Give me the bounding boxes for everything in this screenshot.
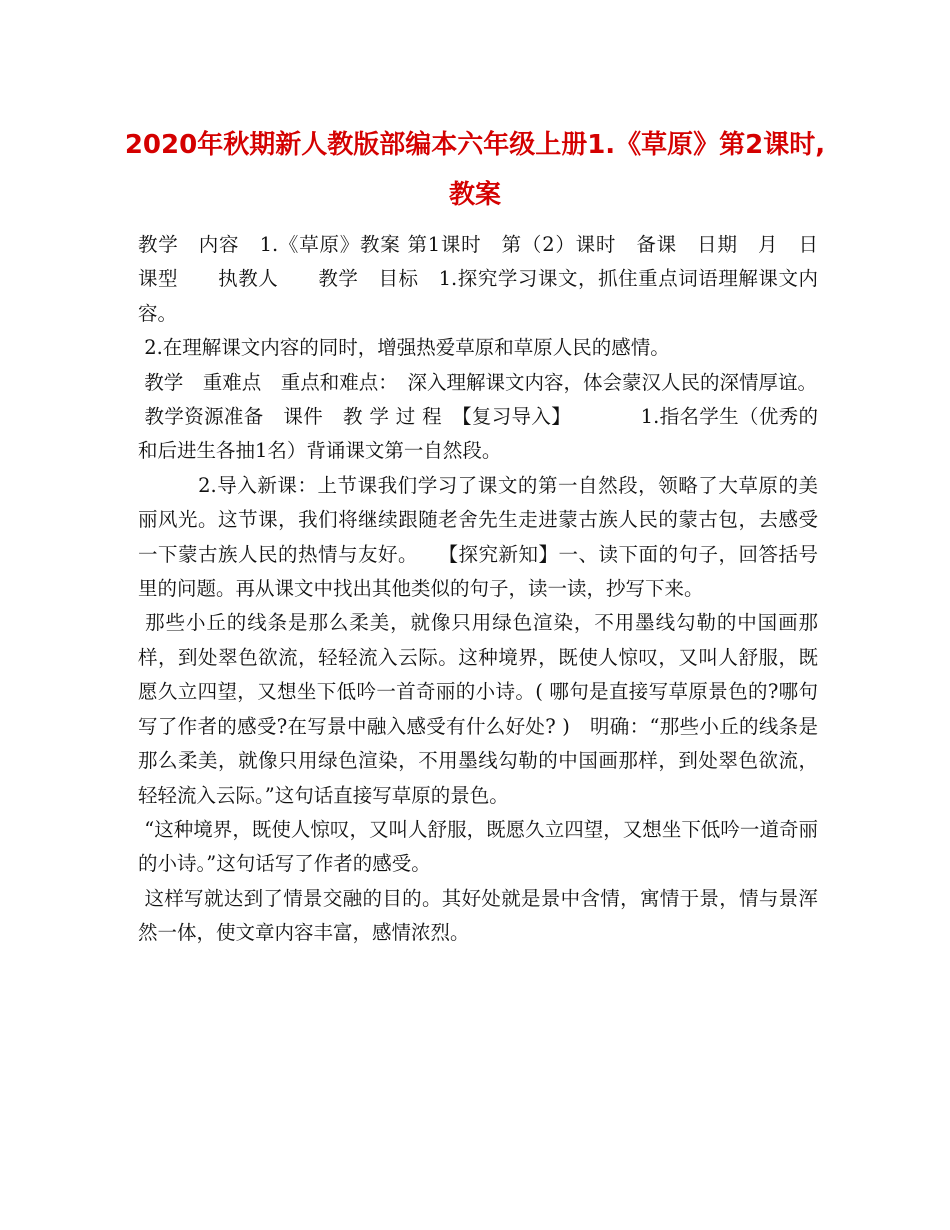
paragraph-quote-analysis: 那些小丘的线条是那么柔美，就像只用绿色渲染，不用墨线勾勒的中国画那样，到处翠色欲流，轻轻流入云际。这种境界，既使人惊叹，又叫人舒服，既愿久立四望，又想坐下低吟一首奇丽的小诗。( 哪句是直接写草原景色的?哪句写了作者的感受?在写景中融入感受有什么好处? ) 明确：“那些小丘的线条是那么柔美，就像只用绿色渲染，不用墨线勾勒的中国画那样，到处翠色欲流，轻轻流入云际。”这句话直接写草原的景色。 — [138, 611, 818, 807]
paragraph-introduction: 2.导入新课：上节课我们学习了课文的第一自然段，领略了大草原的美丽风光。这节课，我们将继续跟随老舍先生走进蒙古族人民的蒙古包，去感受一下蒙古族人民的热情与友好。 【探究新知】一、读下面的句子，回答括号里的问题。再从课文中找出其他类似的句子，读一读，抄写下来。 — [138, 473, 818, 601]
paragraph-lesson-info: 教学 内容 1.《草原》教案 第1课时 第（2）课时 备课 日期 月 日 课型 执教人 教学 目标 1.探究学习课文，抓住重点词语理解课文内容。 — [138, 233, 838, 325]
paragraph-conclusion: 这样写就达到了情景交融的目的。其好处就是景中含情，寓情于景，情与景浑然一体，使文章内容丰富，感情浓烈。 — [138, 886, 818, 945]
paragraph-key-points: 教学 重难点 重点和难点： 深入理解课文内容，体会蒙汉人民的深情厚谊。 — [138, 370, 817, 394]
paragraph-feeling-sentence: “这种境界，既使人惊叹，又叫人舒服，既愿久立四望，又想坐下低吟一道奇丽的小诗。”这句话写了作者的感受。 — [138, 817, 818, 876]
document-title: 2020年秋期新人教版部编本六年级上册1.《草原》第2课时,教案 — [124, 130, 826, 210]
paragraph-goal-2: 2.在理解课文内容的同时，增强热爱草原和草原人民的感情。 — [138, 336, 670, 360]
document-body — [138, 228, 838, 951]
paragraph-resources-review: 教学资源准备 课件 教 学 过 程 【复习导入】 1.指名学生（优秀的和后进生各抽1名）背诵课文第一自然段。 — [138, 405, 819, 463]
